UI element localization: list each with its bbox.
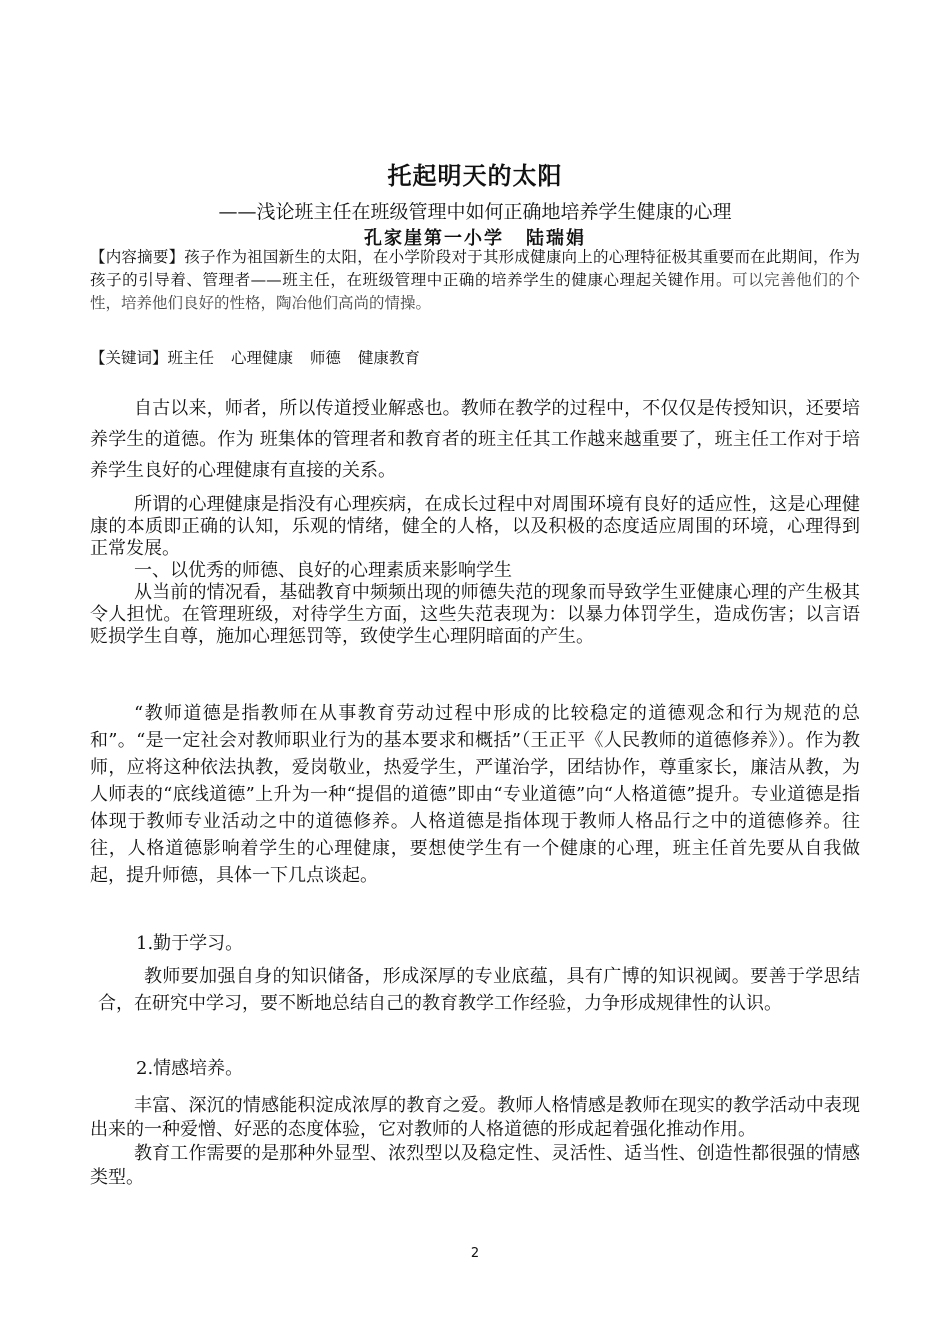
keyword-item: 师德 (309, 349, 341, 367)
keywords (90, 347, 860, 369)
author-name: 陆瑞娟 (526, 228, 586, 249)
keywords-label: 【关键词】班主任 (90, 349, 215, 367)
document-subtitle: ——浅论班主任在班级管理中如何正确地培养学生健康的心理 (218, 201, 732, 223)
body-section-emotion (90, 1094, 860, 1190)
abstract-text-tail: 可以完善他们的个性，培养他们良好的性格，陶冶他们高尚的情操。 (90, 271, 860, 312)
body-section-study (90, 963, 860, 1017)
keyword-item: 健康教育 (357, 349, 420, 367)
document-title: 托起明天的太阳 (387, 162, 563, 190)
paragraph: 教育工作需要的是那种外显型、浓烈型以及稳定性、灵活性、适当性、创造性都很强的情感类型。 (90, 1143, 860, 1188)
paragraph: “教师道德是指教师在从事教育劳动过程中形成的比较稳定的道德观念和行为规范的总和”。“是一定社会对教师职业行为的基本要求和概括”（王正平《人民教师的道德修养》）。作为教师，应将这种依法执教，爱岗敬业，热爱学生，严谨治学，团结协作，尊重家长，廉洁从教，为人师表的“底线道德”上升为一种“提倡的道德”即由“专业道德”向“人格道德”提升。专业道德是指体现于教师专业活动之中的道德修养。人格道德是指体现于教师人格品行之中的道德修养。往往，人格道德影响着学生的心理健康，要想使学生有一个健康的心理，班主任首先要从自我做起，提升师德，具体一下几点谈起。 (90, 703, 860, 886)
subheading-emotion: 2.情感培养。 (136, 1058, 244, 1079)
subheading-study: 1.勤于学习。 (136, 933, 244, 954)
body-section-intro (90, 393, 860, 486)
paragraph: 丰富、深沉的情感能积淀成浓厚的教育之爱。教师人格情感是教师在现实的教学活动中表现出来的一种爱憎、好恶的态度体验，它对教师的人格道德的形成起着强化推动作用。 (90, 1095, 860, 1140)
section-heading: 一、以优秀的师德、良好的心理素质来影响学生 (134, 560, 512, 581)
body-section-ethics (90, 700, 860, 889)
paragraph: 所谓的心理健康是指没有心理疾病，在成长过程中对周围环境有良好的适应性，这是心理健康的本质即正确的认知，乐观的情绪，健全的人格，以及积极的态度适应周围的环境，心理得到正常发展。 (90, 494, 860, 559)
paragraph: 从当前的情况看，基础教育中频频出现的师德失范的现象而导致学生亚健康心理的产生极其令人担忧。在管理班级，对待学生方面，这些失范表现为：以暴力体罚学生，造成伤害；以言语贬损学生自尊，施加心理惩罚等，致使学生心理阴暗面的产生。 (90, 582, 860, 647)
body-section-health (90, 494, 860, 648)
page-number: 2 (470, 1246, 480, 1261)
paragraph: 教师要加强自身的知识储备，形成深厚的专业底蕴，具有广博的知识视阈。要善于学思结合，在研究中学习，要不断地总结自己的教育教学工作经验，力争形成规律性的认识。 (98, 966, 860, 1014)
abstract (90, 246, 860, 315)
abstract-text: 【内容摘要】孩子作为祖国新生的太阳，在小学阶段对于其形成健康向上的心理特征极其重要而在此期间，作为孩子的引导着、管理者——班主任，在班级管理中正确的培养学生的健康心理起关键作用。 (90, 248, 860, 289)
keyword-item: 心理健康 (230, 349, 293, 367)
paragraph: 自古以来，师者，所以传道授业解惑也。教师在教学的过程中，不仅仅是传授知识，还要培养学生的道德。作为 班集体的管理者和教育者的班主任其工作越来越重要了，班主任工作对于培养学生良好的心理健康有直接的关系。 (90, 398, 860, 481)
author-school: 孔家崖第一小学 (364, 228, 504, 249)
